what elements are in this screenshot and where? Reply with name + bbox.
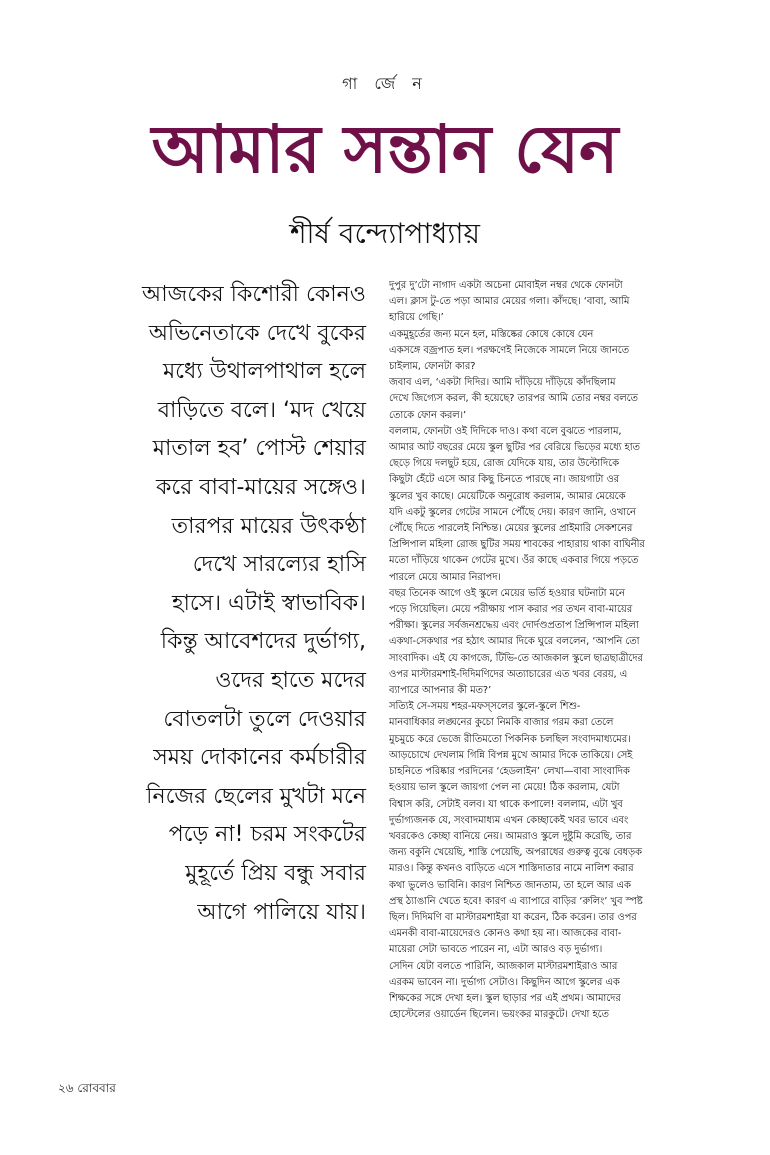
pull-quote-line: সময় দোকানের কর্মচারীর [153,745,366,771]
body-text-line: এল। ক্লাস টু-তে পড়া আমার মেয়ের গলা। কাঁদছে। ‘বাবা, আমি [389,296,630,308]
body-text-line: জন্য বকুনি খেয়েছি, শাস্তি পেয়েছি, অপরাধের গুরুত্ব বুঝে বেধড়ক [389,847,642,859]
body-text-line: একসঙ্গে বজ্রপাত হল। পরক্ষণেই নিজেকে সামলে নিয়ে জানতে [389,344,630,356]
body-text-line: ছিল। দিদিমণি বা মাস্টারমশাইরা যা করেন, ঠিক করেন। তার ওপর [389,911,637,923]
body-text-line: তোকে ফোন করল।’ [389,409,467,421]
body-text-line: একথা-সেকথার পর হঠাৎ আমার দিকে ঘুরে বললেন, ‘আপনি তো [389,636,640,648]
body-text-line: প্রস্থ ঠ্যাঙানি খেতে হবে! কারণ এ ব্যাপারে বাড়ির ‘রুলিং’ খুব স্পষ্ট [389,895,643,907]
body-text-line: পড়ে গিয়েছিল। মেয়ে পরীক্ষায় পাস করার পর তখন বাবা-মায়ের [389,604,633,616]
pull-quote-line: আজকের কিশোরী কোনও [141,282,366,307]
body-text-line: মুচমুচে করে ভেজে রীতিমতো পিকনিক চলছিল সংবাদমাধ্যমের। [389,733,631,745]
body-text-line: মতো দাঁড়িয়ে থাকেন গেটের মুখে। ওঁর কাছে একবার গিয়ে পড়তে [389,555,639,567]
body-text-line: যদি একটু স্কুলের গেটের সামনে পৌঁছে দেয়। কারণ জানি, ওখানে [389,506,636,518]
pull-quote-line: বাড়িতে বলে। ‘মদ খেয়ে [157,397,366,423]
pull-quote-line: মধ্যে উথালপাথাল হলে [162,359,366,385]
body-text-line: জবাব এল, ‘একটা দিদির। আমি দাঁড়িয়ে দাঁড়িয়ে কাঁদছিলাম [389,377,616,389]
pull-quote-line: কিন্তু আবেশদের দুর্ভাগ্য, [160,629,366,655]
body-text-line: সেদিন যেটা বলতে পারিনি, আজকাল মাস্টারমশাইরাও আর [389,960,618,972]
body-text-line: একমুহূর্তের জন্য মনে হল, মস্তিষ্কের কোষে কোষে যেন [389,328,594,340]
body-text-line: ওপর মাস্টারমশাই-দিদিমণিদের অত্যাচারের এত খবর বেরয়, এ [389,668,628,680]
body-text-line: সত্যিই সে-সময় শহর-মফস্সলের স্কুলে-স্কুলে শিশু- [389,701,581,713]
body-text-line: আড়চোখে দেখলাম গিন্নি বিপন্ন মুখে আমার দিকে তাকিয়ে। সেই [389,749,633,761]
body-text-line: চাহনিতে পরিষ্কার পরদিনের ‘হেডলাইন’ লেখা—বাবা সাংবাদিক [389,766,630,778]
body-text-line: কথা ভুলেও ভাবিনি। কারণ নিশ্চিত জানতাম, তা হলে আর এক [389,879,631,891]
body-text-line: আমার আট বছরের মেয়ে স্কুল ছুটির পর বেরিয়ে ভিড়ের মধ্যে হাত [389,442,640,454]
body-text-line: মানবাধিকার লঙ্ঘনের কুচো নিমকি বাজার গরম করা তেলে [389,717,614,729]
body-text-line: এমনকী বাবা-মায়েদেরও কোনও কথা হয় না। আজকের বাবা- [389,928,622,940]
kicker: গা র্জে ন [342,74,428,93]
body-text-line: সাংবাদিক। এই যে কাগজে, টিভি-তে আজকাল স্কুলে ছাত্রছাত্রীদের [389,652,643,664]
body-text-line: প্রিন্সিপাল মহিলা রোজ ছুটির সময় শাবকের পাহারায় থাকা বাঘিনীর [389,539,645,551]
body-text-line: ব্যাপারে আপনার কী মত?’ [389,685,492,697]
body-text-line: কিছুটা হেঁটে এসে আর কিছু চিনতে পারছে না। জায়গাটা ওর [389,474,620,486]
pull-quote-line: নিজের ছেলের মুখটা মনে [146,783,366,809]
pull-quote [58,276,366,932]
body-text-line: দুর্ভাগ্যজনক যে, সংবাদমাধ্যম এখন কেচ্ছাকেই খবর ভাবে এবং [389,814,629,826]
pull-quote-line: মাতাল হব’ পোস্ট শেয়ার [152,436,366,462]
pull-quote-line: আগে পালিয়ে যায়। [197,899,366,925]
body-text-line: হওয়ায় ভাল স্কুলে জায়গা পেল না মেয়ে! ঠিক করলাম, যেটা [389,782,620,794]
body-text-line: স্কুলের খুব কাছে। মেয়েটিকে অনুরোধ করলাম, আমার মেয়েকে [389,490,626,502]
body-text-line: দেখে জিগ্যেস করল, কী হয়েছে? তারপর আমি তোর নম্বর বলতে [389,393,638,405]
author-byline: শীর্ষ বন্দ্যোপাধ্যায় [289,217,480,250]
page-folio: ২৬ রোববার [58,1081,116,1095]
body-text-line: বছর তিনেক আগে ওই স্কুলে মেয়ের ভর্তি হওয়ার ঘটনাটা মনে [389,587,625,599]
pull-quote-line: অভিনেতাকে দেখে বুকের [148,320,366,346]
body-column [389,278,723,1023]
pull-quote-line: দেখে সারল্যের হাসি [192,552,366,578]
body-text-line: বললাম, ফোনটা ওই দিদিকে দাও। কথা বলে বুঝতে পারলাম, [389,425,622,437]
body-text-line: শিক্ষকের সঙ্গে দেখা হল। স্কুল ছাড়ার পর এই প্রথম। আমাদের [389,992,621,1004]
pull-quote-line: হাসে। এটাই স্বাভাবিক। [171,590,366,616]
body-text-line: পারলে মেয়ে আমার নিরাপদ। [389,571,501,583]
body-text-line: হারিয়ে গেছি।’ [389,312,444,324]
body-text-line: পৌঁছে দিতে পারলেই নিশ্চিন্ত। মেয়ের স্কুলের প্রাইমারি সেকশনের [389,523,633,535]
pull-quote-line: ওদের হাতে মদের [215,667,366,693]
article-title: আমার সন্তান যেন [151,111,619,188]
body-text-line: দুপুর দু’টো নাগাদ একটা অচেনা মোবাইল নম্বর থেকে ফোনটা [389,280,623,291]
pull-quote-line: তারপর মায়ের উৎকণ্ঠা [171,513,366,539]
body-text-line: মারও। কিন্তু কখনও বাড়িতে এসে শাস্তিদাতার নামে নালিশ করার [389,863,634,875]
pull-quote-line: বোতলটা তুলে দেওয়ার [163,706,366,732]
body-text-line: মায়েরা সেটা ভাবতে পারেন না, এটা আরও বড় দুর্ভাগ্য। [389,944,603,956]
pull-quote-line: মুহূর্তে প্রিয় বন্ধু সবার [185,860,366,886]
pull-quote-line: পড়ে না! চরম সংকটের [168,822,366,848]
body-text-line: এরকম ভাবেন না। দুর্ভাগ্য সেটাও। কিছুদিন আগে স্কুলের এক [389,976,620,988]
body-text-line: চাইলাম, ফোনটা কার? [389,361,476,373]
body-text-line: পরীক্ষা। স্কুলের সর্বজনশ্রদ্ধেয় এবং দোর্দণ্ডপ্রতাপ প্রিন্সিপাল মহিলা [389,620,639,632]
body-text-line: খবরকেও কেচ্ছা বানিয়ে নেয়। আমরাও স্কুলে দুষ্টুমি করেছি, তার [389,830,632,842]
body-text-line: ছেড়ে গিয়ে দলছুট হয়ে, রোজ যেদিকে যায়, তার উল্টোদিকে [389,458,619,470]
pull-quote-line: করে বাবা-মায়ের সঙ্গেও। [155,474,366,500]
body-text-line: হোস্টেলের ওয়ার্ডেন ছিলেন। ভয়ংকর মারকুটে। দেখা হতে [389,1009,609,1021]
body-text-line: বিশ্বাস করি, সেটাই বলব। যা থাকে কপালে! বললাম, এটা খুব [389,798,623,810]
